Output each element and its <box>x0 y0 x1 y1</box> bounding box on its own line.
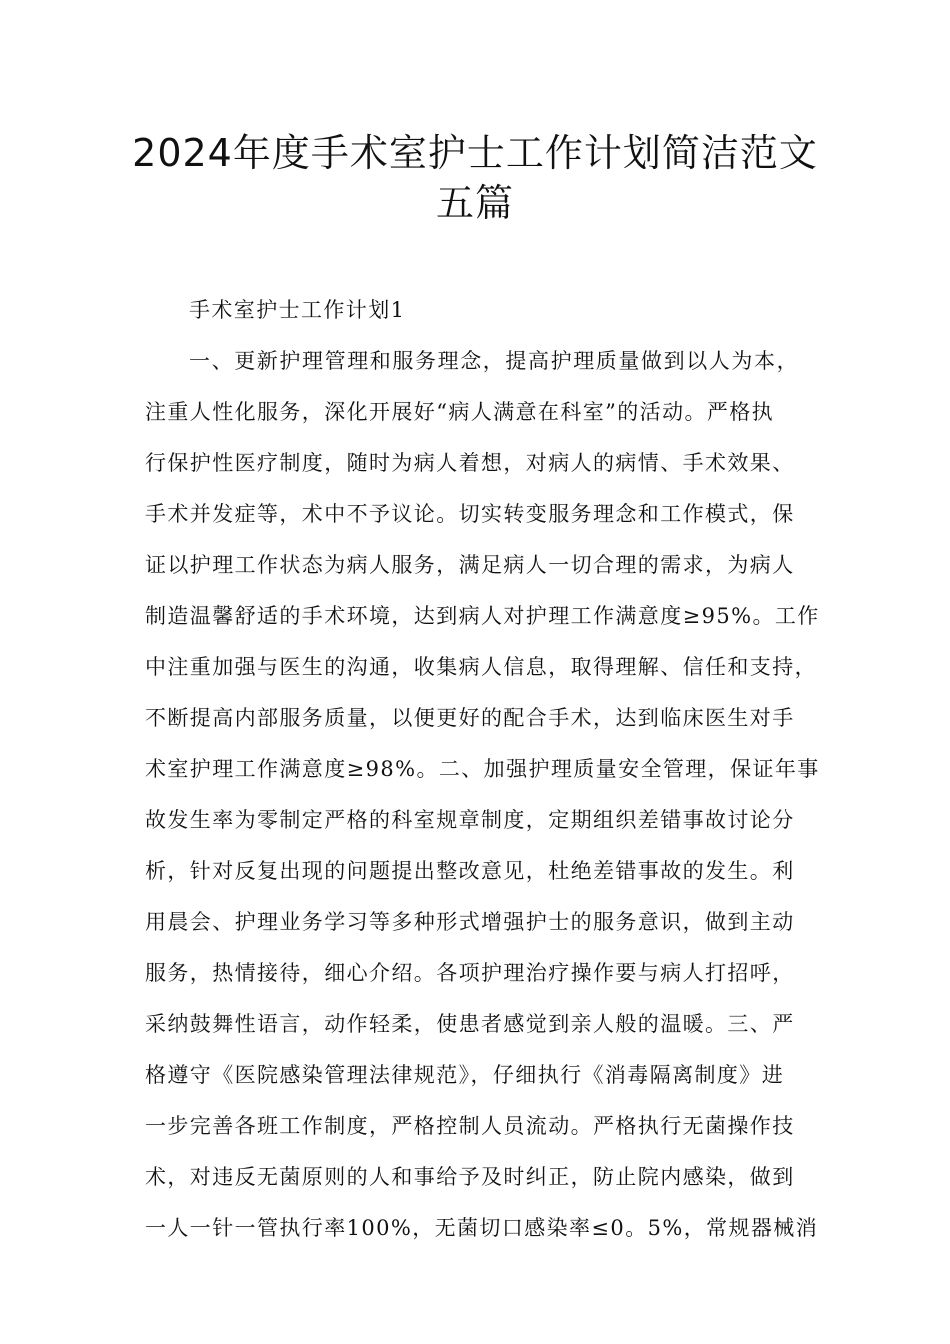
paragraph-line: 术，对违反无菌原则的人和事给予及时纠正，防止院内感染，做到 <box>145 1165 795 1189</box>
paragraph-line: 服务，热情接待，细心介绍。各项护理治疗操作要与病人打招呼， <box>145 961 795 985</box>
paragraph-line: 故发生率为零制定严格的科室规章制度，定期组织差错事故讨论分 <box>145 808 795 832</box>
paragraph-line: 一步完善各班工作制度，严格控制人员流动。严格执行无菌操作技 <box>145 1114 795 1138</box>
paragraph-line: 析，针对反复出现的问题提出整改意见，杜绝差错事故的发生。利 <box>145 859 795 883</box>
paragraph-line: 注重人性化服务，深化开展好“病人满意在科室”的活动。严格执 <box>145 400 775 424</box>
paragraph-line: 一、更新护理管理和服务理念，提高护理质量做到以人为本， <box>189 349 800 373</box>
paragraph-line: 证以护理工作状态为病人服务，满足病人一切合理的需求，为病人 <box>145 553 795 577</box>
paragraph-line: 行保护性医疗制度，随时为病人着想，对病人的病情、手术效果、 <box>145 451 795 475</box>
paragraph-line: 手术并发症等，术中不予议论。切实转变服务理念和工作模式，保 <box>145 502 795 526</box>
title-line-2: 五篇 <box>435 181 514 225</box>
paragraph-line: 不断提高内部服务质量，以便更好的配合手术，达到临床医生对手 <box>145 706 795 730</box>
paragraph-line: 中注重加强与医生的沟通，收集病人信息，取得理解、信任和支持， <box>145 655 817 679</box>
paragraph-line: 术室护理工作满意度≥98%。二、加强护理质量安全管理，保证年事 <box>145 757 820 781</box>
paragraph-line: 制造温馨舒适的手术环境，达到病人对护理工作满意度≥95%。工作 <box>145 604 820 628</box>
paragraph-line: 一人一针一管执行率100%，无菌切口感染率≤0。5%，常规器械消 <box>145 1216 819 1240</box>
document-body <box>145 285 820 1254</box>
section-heading: 手术室护士工作计划1 <box>189 298 406 322</box>
paragraph-line: 采纳鼓舞性语言，动作轻柔，使患者感觉到亲人般的温暖。三、严 <box>145 1012 795 1036</box>
paragraph-line: 用晨会、护理业务学习等多种形式增强护士的服务意识，做到主动 <box>145 910 795 934</box>
paragraph-line: 格遵守《医院感染管理法律规范》，仔细执行《消毒隔离制度》进 <box>145 1063 785 1087</box>
document-title <box>100 128 850 228</box>
title-line-1: 2024年度手术室护士工作计划简洁范文 <box>132 131 818 175</box>
